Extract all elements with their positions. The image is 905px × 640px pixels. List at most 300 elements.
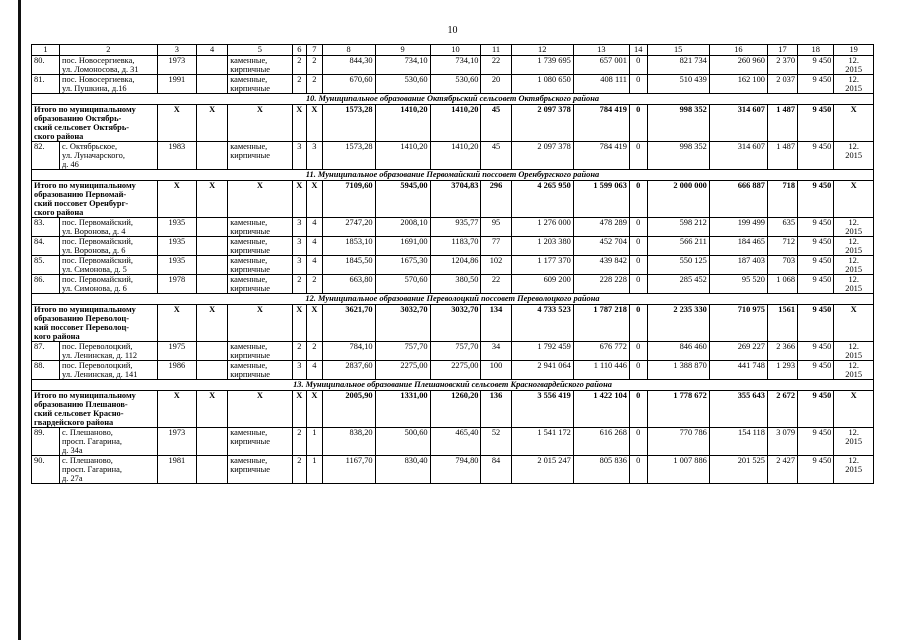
table-cell: 9 450 [798, 428, 834, 456]
table-cell [197, 218, 228, 237]
table-cell: 52 [481, 428, 511, 456]
table-cell: 86. [32, 275, 60, 294]
column-number: 15 [647, 45, 709, 56]
table-cell: 9 450 [798, 142, 834, 170]
table-cell: каменные, кирпичные [228, 361, 292, 380]
subtotal-cell: 1 778 672 [647, 391, 709, 428]
subtotal-cell: 1410,20 [375, 105, 430, 142]
table-cell: 3 [292, 142, 307, 170]
table-cell: 184 465 [709, 237, 767, 256]
table-cell: 2 037 [767, 75, 797, 94]
table-cell: 12. 2015 [834, 428, 874, 456]
table-cell: каменные, кирпичные [228, 142, 292, 170]
subtotal-cell: 2 097 378 [511, 105, 573, 142]
section-heading [32, 94, 874, 105]
table-cell: 20 [481, 75, 511, 94]
table-cell: 1 [307, 456, 323, 484]
table-cell [197, 361, 228, 380]
subtotal-label: Итого по муниципальному образованию Переволоц- кий поссовет Переволоц- кого района [32, 305, 158, 342]
subtotal-cell: 355 643 [709, 391, 767, 428]
table-cell: 2 [307, 56, 323, 75]
table-cell: 154 118 [709, 428, 767, 456]
table-cell: 1410,20 [375, 142, 430, 170]
table-cell: каменные, кирпичные [228, 256, 292, 275]
subtotal-cell: X [157, 181, 196, 218]
table-cell: 1973 [157, 428, 196, 456]
subtotal-cell: X [157, 391, 196, 428]
table-cell: 2 [292, 75, 307, 94]
table-cell: 187 403 [709, 256, 767, 275]
table-cell: 3 [292, 237, 307, 256]
page-number: 10 [447, 25, 458, 36]
column-number: 19 [834, 45, 874, 56]
subtotal-label: Итого по муниципальному образованию Октябрь- ский сельсовет Октябрь- ского района [32, 105, 158, 142]
subtotal-cell: X [197, 105, 228, 142]
address-cell: пос. Первомайский, ул. Воронова, д. 6 [60, 237, 158, 256]
table-cell: 2 941 064 [511, 361, 573, 380]
table-cell: 9 450 [798, 75, 834, 94]
table-cell: 1978 [157, 275, 196, 294]
table-cell: каменные, кирпичные [228, 456, 292, 484]
table-cell: 85. [32, 256, 60, 275]
table-cell [197, 256, 228, 275]
table-cell: 838,20 [322, 428, 375, 456]
table-cell: каменные, кирпичные [228, 428, 292, 456]
table-cell: 2 [307, 75, 323, 94]
table-cell: 22 [481, 56, 511, 75]
table-cell: 2 097 378 [511, 142, 573, 170]
table-cell: 4 [307, 361, 323, 380]
section-title: 12. Муниципальное образование Переволоцкий поссовет Переволоцкого района [32, 294, 874, 305]
table-cell [197, 342, 228, 361]
column-number: 17 [767, 45, 797, 56]
table-cell: 657 001 [573, 56, 629, 75]
table-cell: 1935 [157, 237, 196, 256]
table-cell: 100 [481, 361, 511, 380]
subtotal-label: Итого по муниципальному образованию Плешанов- ский сельсовет Красно- гвардейского района [32, 391, 158, 428]
table-cell: 9 450 [798, 275, 834, 294]
subtotal-cell: 784 419 [573, 105, 629, 142]
subtotal-cell: X [228, 181, 292, 218]
subtotal-cell: 0 [629, 305, 647, 342]
subtotal-cell: X [197, 391, 228, 428]
table-cell: 1 [307, 428, 323, 456]
table-cell: 102 [481, 256, 511, 275]
column-number: 2 [60, 45, 158, 56]
subtotal-cell: 3704,83 [430, 181, 481, 218]
subtotal-cell: 0 [629, 391, 647, 428]
table-cell: 2 [292, 275, 307, 294]
table-cell: 3 [292, 256, 307, 275]
table-cell: 201 525 [709, 456, 767, 484]
subtotal-cell: 4 265 950 [511, 181, 573, 218]
table-cell: 0 [629, 361, 647, 380]
table-cell: 821 734 [647, 56, 709, 75]
table-cell: 510 439 [647, 75, 709, 94]
table-row [32, 428, 874, 456]
table-cell: 478 289 [573, 218, 629, 237]
table-cell: 530,60 [375, 75, 430, 94]
table-cell: 935,77 [430, 218, 481, 237]
table-cell [197, 56, 228, 75]
subtotal-cell: 314 607 [709, 105, 767, 142]
address-cell: с. Плешаново, просп. Гагарина, д. 27а [60, 456, 158, 484]
table-cell: 9 450 [798, 56, 834, 75]
subtotal-cell: X [228, 391, 292, 428]
table-cell: 1 541 172 [511, 428, 573, 456]
table-cell: каменные, кирпичные [228, 275, 292, 294]
column-number: 10 [430, 45, 481, 56]
table-cell: 1204,86 [430, 256, 481, 275]
table-cell: 635 [767, 218, 797, 237]
table-cell: 88. [32, 361, 60, 380]
subtotal-cell: X [834, 305, 874, 342]
table-cell: 712 [767, 237, 797, 256]
subtotal-cell: 136 [481, 391, 511, 428]
table-cell: 757,70 [375, 342, 430, 361]
subtotal-cell: X [228, 105, 292, 142]
table-cell: 441 748 [709, 361, 767, 380]
table-cell: 2275,00 [430, 361, 481, 380]
address-cell: пос. Переволоцкий, ул. Ленинская, д. 112 [60, 342, 158, 361]
table-cell: 663,80 [322, 275, 375, 294]
subtotal-cell: 296 [481, 181, 511, 218]
table-cell: 9 450 [798, 237, 834, 256]
subtotal-cell: 2 672 [767, 391, 797, 428]
table-cell: 2837,60 [322, 361, 375, 380]
table-cell: 3 [292, 361, 307, 380]
subtotal-row [32, 181, 874, 218]
table-row [32, 75, 874, 94]
table-cell: 9 450 [798, 361, 834, 380]
table-cell: 830,40 [375, 456, 430, 484]
column-number: 11 [481, 45, 511, 56]
column-number: 7 [307, 45, 323, 56]
table-cell: 1691,00 [375, 237, 430, 256]
table-cell: 3 [307, 142, 323, 170]
subtotal-cell: 2 000 000 [647, 181, 709, 218]
table-cell: каменные, кирпичные [228, 218, 292, 237]
table-cell: 9 450 [798, 256, 834, 275]
table-cell: 269 227 [709, 342, 767, 361]
table-cell: 2 366 [767, 342, 797, 361]
subtotal-cell: 9 450 [798, 181, 834, 218]
table-cell: 465,40 [430, 428, 481, 456]
subtotal-cell: 2 235 330 [647, 305, 709, 342]
table-cell [197, 237, 228, 256]
table-cell: 794,80 [430, 456, 481, 484]
table-cell: 452 704 [573, 237, 629, 256]
table-cell: 82. [32, 142, 60, 170]
table-cell: 1 068 [767, 275, 797, 294]
table-row [32, 456, 874, 484]
table-cell: 1 080 650 [511, 75, 573, 94]
subtotal-cell: 1 599 063 [573, 181, 629, 218]
address-cell: с. Плешаново, просп. Гагарина, д. 34а [60, 428, 158, 456]
subtotal-cell: 134 [481, 305, 511, 342]
table-cell: 1573,28 [322, 142, 375, 170]
table-cell: 703 [767, 256, 797, 275]
table-cell: 90. [32, 456, 60, 484]
column-number: 16 [709, 45, 767, 56]
table-cell: 846 460 [647, 342, 709, 361]
subtotal-cell: 3 556 419 [511, 391, 573, 428]
section-title: 13. Муниципальное образование Плешановский сельсовет Красногвардейского района [32, 380, 874, 391]
table-cell: 162 100 [709, 75, 767, 94]
subtotal-cell: 1260,20 [430, 391, 481, 428]
housing-register-table [31, 44, 874, 484]
table-cell: 1675,30 [375, 256, 430, 275]
table-row [32, 56, 874, 75]
subtotal-cell: 4 733 523 [511, 305, 573, 342]
table-cell: 12. 2015 [834, 142, 874, 170]
table-cell: 598 212 [647, 218, 709, 237]
table-cell: 2275,00 [375, 361, 430, 380]
table-cell: 616 268 [573, 428, 629, 456]
subtotal-cell: 1410,20 [430, 105, 481, 142]
table-cell: каменные, кирпичные [228, 237, 292, 256]
table-cell: 1986 [157, 361, 196, 380]
section-heading [32, 294, 874, 305]
table-cell: 1 792 459 [511, 342, 573, 361]
table-cell: 12. 2015 [834, 456, 874, 484]
subtotal-cell: 1 422 104 [573, 391, 629, 428]
table-cell: 2 [292, 56, 307, 75]
subtotal-cell: 7109,60 [322, 181, 375, 218]
table-body [32, 45, 874, 484]
subtotal-row [32, 105, 874, 142]
table-cell: 500,60 [375, 428, 430, 456]
table-cell: 2 [307, 342, 323, 361]
table-cell: 676 772 [573, 342, 629, 361]
table-cell: 408 111 [573, 75, 629, 94]
table-cell: 2 427 [767, 456, 797, 484]
table-cell: 84. [32, 237, 60, 256]
table-cell: 1 388 870 [647, 361, 709, 380]
table-cell: 609 200 [511, 275, 573, 294]
address-cell: пос. Новосергиевка, ул. Ломоносова, д. 31 [60, 56, 158, 75]
table-cell: 9 450 [798, 456, 834, 484]
table-cell: 95 520 [709, 275, 767, 294]
table-row [32, 142, 874, 170]
column-number: 18 [798, 45, 834, 56]
table-cell: 757,70 [430, 342, 481, 361]
table-cell: 34 [481, 342, 511, 361]
table-cell: 9 450 [798, 218, 834, 237]
table-cell: 844,30 [322, 56, 375, 75]
subtotal-cell: 3621,70 [322, 305, 375, 342]
table-cell: 4 [307, 237, 323, 256]
table-cell: 285 452 [647, 275, 709, 294]
subtotal-cell: 9 450 [798, 391, 834, 428]
table-cell [197, 456, 228, 484]
column-number: 9 [375, 45, 430, 56]
column-number: 1 [32, 45, 60, 56]
table-cell: 1 276 000 [511, 218, 573, 237]
table-cell: 2 370 [767, 56, 797, 75]
subtotal-cell: 1 487 [767, 105, 797, 142]
address-cell: пос. Первомайский, ул. Симонова, д. 5 [60, 256, 158, 275]
table-cell: 770 786 [647, 428, 709, 456]
subtotal-cell: X [307, 181, 323, 218]
table-cell: 12. 2015 [834, 218, 874, 237]
table-cell: 2 015 247 [511, 456, 573, 484]
subtotal-cell: X [157, 305, 196, 342]
subtotal-cell: X [292, 391, 307, 428]
table-cell: 12. 2015 [834, 56, 874, 75]
column-number: 13 [573, 45, 629, 56]
subtotal-cell: X [292, 105, 307, 142]
subtotal-cell: X [292, 181, 307, 218]
subtotal-cell: 1573,28 [322, 105, 375, 142]
address-cell: пос. Первомайский, ул. Воронова, д. 4 [60, 218, 158, 237]
table-cell: 1983 [157, 142, 196, 170]
column-number-header [32, 45, 874, 56]
table-cell: 570,60 [375, 275, 430, 294]
table-cell: 1 293 [767, 361, 797, 380]
table-cell: 784,10 [322, 342, 375, 361]
table-cell [197, 428, 228, 456]
table-cell: 45 [481, 142, 511, 170]
table-cell: 1991 [157, 75, 196, 94]
subtotal-cell: 718 [767, 181, 797, 218]
subtotal-cell: X [292, 305, 307, 342]
subtotal-cell: 3032,70 [430, 305, 481, 342]
subtotal-cell: X [307, 305, 323, 342]
table-cell [197, 275, 228, 294]
table-row [32, 361, 874, 380]
table-cell: 1 203 380 [511, 237, 573, 256]
subtotal-cell: 666 887 [709, 181, 767, 218]
table-cell: 2747,20 [322, 218, 375, 237]
column-number: 12 [511, 45, 573, 56]
table-cell: 228 228 [573, 275, 629, 294]
subtotal-cell: 45 [481, 105, 511, 142]
section-heading [32, 170, 874, 181]
table-cell: 530,60 [430, 75, 481, 94]
subtotal-cell: 998 352 [647, 105, 709, 142]
table-cell: 0 [629, 237, 647, 256]
address-cell: пос. Первомайский, ул. Симонова, д. 6 [60, 275, 158, 294]
column-number: 5 [228, 45, 292, 56]
subtotal-row [32, 391, 874, 428]
table-cell: 89. [32, 428, 60, 456]
table-cell: 1410,20 [430, 142, 481, 170]
table-cell: 1 007 886 [647, 456, 709, 484]
table-cell: 1845,50 [322, 256, 375, 275]
table-cell: 1973 [157, 56, 196, 75]
subtotal-cell: 2005,90 [322, 391, 375, 428]
subtotal-cell: X [197, 181, 228, 218]
subtotal-cell: 0 [629, 105, 647, 142]
table-cell: 1167,70 [322, 456, 375, 484]
table-row [32, 218, 874, 237]
subtotal-cell: X [834, 391, 874, 428]
table-cell: 1935 [157, 256, 196, 275]
table-cell: 84 [481, 456, 511, 484]
address-cell: с. Октябрьское, ул. Луначарского, д. 46 [60, 142, 158, 170]
table-cell: 734,10 [430, 56, 481, 75]
subtotal-cell: X [197, 305, 228, 342]
subtotal-cell: 0 [629, 181, 647, 218]
subtotal-cell: 1 787 218 [573, 305, 629, 342]
table-row [32, 342, 874, 361]
subtotal-cell: 5945,00 [375, 181, 430, 218]
table-cell [197, 142, 228, 170]
address-cell: пос. Переволоцкий, ул. Ленинская, д. 141 [60, 361, 158, 380]
table-cell: 12. 2015 [834, 361, 874, 380]
table-row [32, 256, 874, 275]
table-row [32, 237, 874, 256]
table-cell: 1 739 695 [511, 56, 573, 75]
address-cell: пос. Новосергиевка, ул. Пушкина, д.16 [60, 75, 158, 94]
table-cell: 0 [629, 218, 647, 237]
column-number: 8 [322, 45, 375, 56]
table-cell: 12. 2015 [834, 256, 874, 275]
table-cell: 12. 2015 [834, 237, 874, 256]
table-cell: 998 352 [647, 142, 709, 170]
subtotal-cell: X [834, 181, 874, 218]
table-cell: 566 211 [647, 237, 709, 256]
table-cell: 1 110 446 [573, 361, 629, 380]
table-cell: 2 [292, 456, 307, 484]
table-cell: 12. 2015 [834, 75, 874, 94]
table-cell: 3 [292, 218, 307, 237]
table-cell: 0 [629, 342, 647, 361]
section-heading [32, 380, 874, 391]
table-cell: 1183,70 [430, 237, 481, 256]
column-number: 6 [292, 45, 307, 56]
table-cell: 4 [307, 218, 323, 237]
subtotal-row [32, 305, 874, 342]
left-margin-rule [18, 0, 21, 640]
table-cell: 380,50 [430, 275, 481, 294]
table-cell: 1 177 370 [511, 256, 573, 275]
table-cell: 439 842 [573, 256, 629, 275]
table-cell: 4 [307, 256, 323, 275]
subtotal-cell: 9 450 [798, 105, 834, 142]
subtotal-cell: 3032,70 [375, 305, 430, 342]
table-cell: 1975 [157, 342, 196, 361]
subtotal-cell: X [834, 105, 874, 142]
table-cell: 314 607 [709, 142, 767, 170]
table-cell: 1935 [157, 218, 196, 237]
table-cell: 670,60 [322, 75, 375, 94]
table-cell: 784 419 [573, 142, 629, 170]
subtotal-cell: 710 975 [709, 305, 767, 342]
subtotal-cell: 1331,00 [375, 391, 430, 428]
subtotal-label: Итого по муниципальному образованию Первомай- ский поссовет Оренбург- ского района [32, 181, 158, 218]
subtotal-cell: X [157, 105, 196, 142]
table-cell: 1981 [157, 456, 196, 484]
table-cell: 805 836 [573, 456, 629, 484]
table-cell: 95 [481, 218, 511, 237]
column-number: 4 [197, 45, 228, 56]
table-cell: каменные, кирпичные [228, 56, 292, 75]
table-cell: 0 [629, 142, 647, 170]
table-cell: 22 [481, 275, 511, 294]
column-number: 3 [157, 45, 196, 56]
table-cell: 199 499 [709, 218, 767, 237]
table-cell: 3 079 [767, 428, 797, 456]
subtotal-cell: X [228, 305, 292, 342]
table-cell: 550 125 [647, 256, 709, 275]
table-cell: каменные, кирпичные [228, 342, 292, 361]
table-cell [197, 75, 228, 94]
table-cell: 12. 2015 [834, 342, 874, 361]
table-cell: 2 [307, 275, 323, 294]
table-cell: 83. [32, 218, 60, 237]
